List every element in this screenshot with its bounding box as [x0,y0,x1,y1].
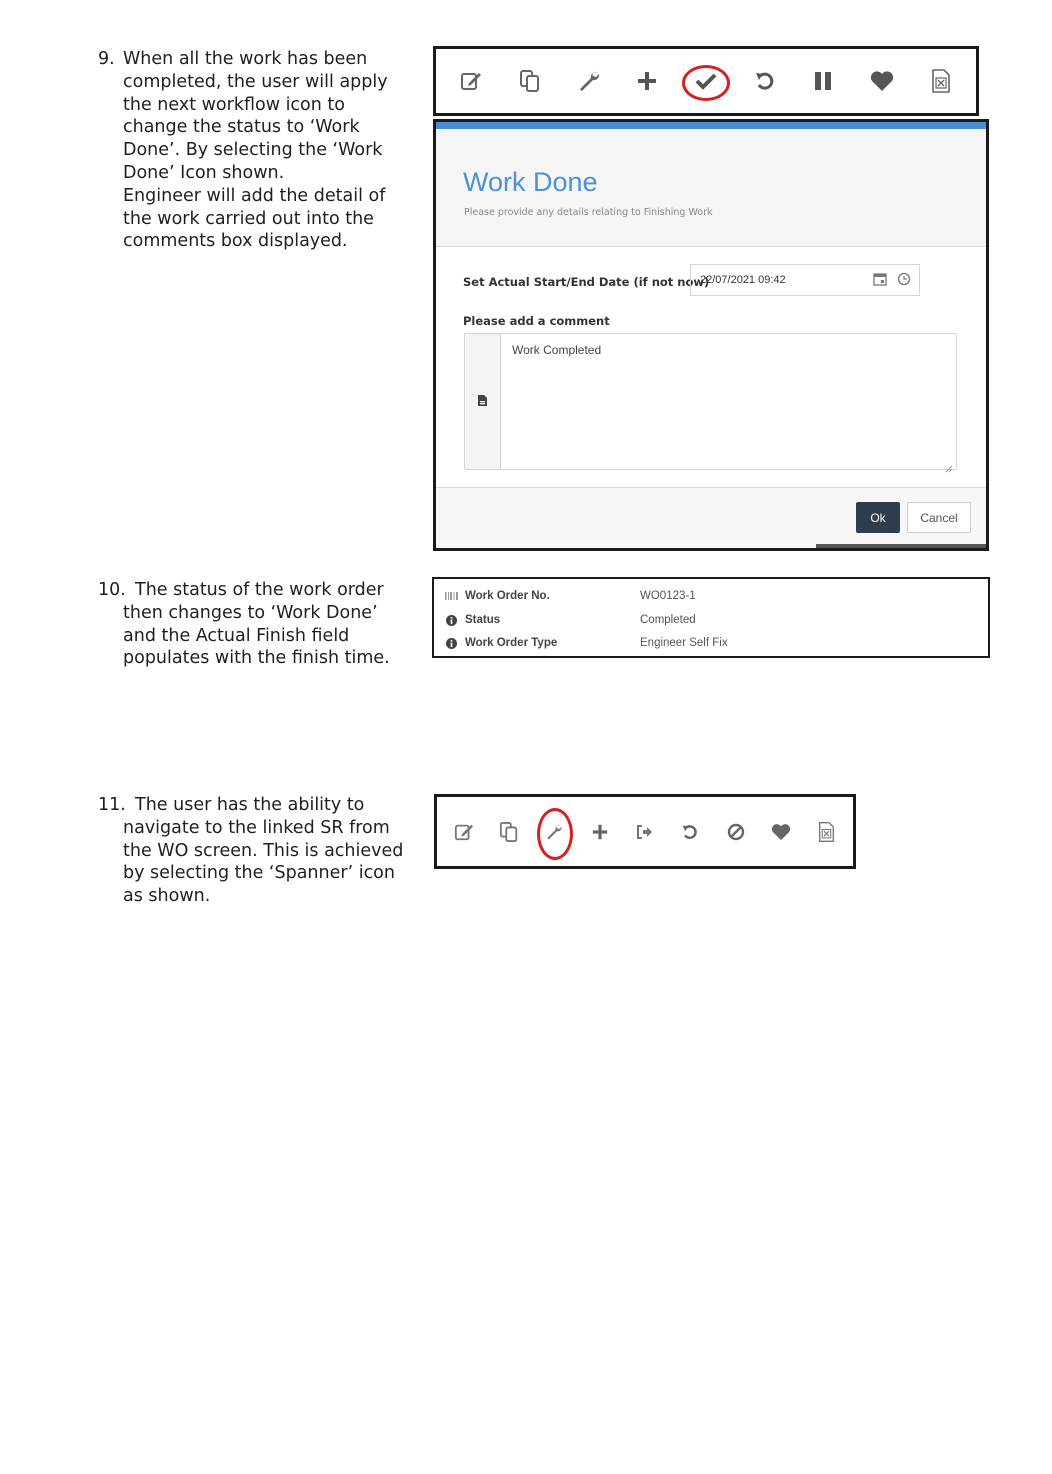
work-order-toolbar [434,794,856,869]
edit-icon[interactable] [447,815,481,849]
ban-icon[interactable] [719,815,753,849]
dialog-body [436,247,986,487]
step-11 [98,794,428,908]
detail-label: Work Order Type [465,637,558,649]
highlight-circle [537,808,573,860]
step-line: When all the work has been [123,49,368,69]
work-done-dialog [433,119,989,551]
date-label: Set Actual Start/End Date (if not now) [463,275,710,289]
step-line: the work carried out into the [123,208,374,229]
heart-icon[interactable] [865,64,899,98]
date-input[interactable] [691,273,852,287]
step-10 [98,579,428,670]
step-line: The user has the ability to [135,795,365,815]
file-icon [477,392,488,411]
step-number: 9. [98,49,115,69]
step-9 [98,48,428,253]
step-line: as shown. [123,886,211,907]
plus-icon[interactable] [583,815,617,849]
comment-addon [465,334,501,469]
step-line: populates with the finish time. [123,648,390,669]
cancel-button[interactable]: Cancel [907,502,971,533]
step-line: navigate to the linked SR from [123,817,390,838]
resize-handle[interactable] [945,458,953,466]
comment-textarea[interactable] [501,334,956,469]
step-line: and the Actual Finish field [123,625,350,646]
step-line: change the status to ‘Work [123,117,360,138]
dialog-accent-bar [436,122,986,129]
info-icon [444,638,458,649]
clock-icon[interactable] [897,271,911,290]
detail-value: Engineer Self Fix [640,637,728,649]
step-text [123,579,428,670]
dialog-subtitle: Please provide any details relating to Finishing Work [464,207,713,218]
step-line: Done’ Icon shown. [123,162,285,183]
detail-row [434,633,988,653]
excel-export-icon[interactable] [809,815,843,849]
wrench-icon[interactable] [572,64,606,98]
highlight-circle [682,65,730,101]
wrench-icon[interactable] [537,815,571,849]
step-number: 10. [98,580,126,600]
step-line: The status of the work order [135,580,384,600]
comment-field [464,333,957,470]
detail-row [434,610,988,630]
sign-out-icon[interactable] [628,815,662,849]
dialog-title: Work Done [463,167,598,197]
detail-label: Status [465,614,501,626]
step-number: 11. [98,795,126,815]
copy-icon[interactable] [492,815,526,849]
dialog-footer [436,487,986,551]
step-line: Done’. By selecting the ‘Work [123,140,383,161]
undo-icon[interactable] [748,64,782,98]
barcode-icon [444,592,458,600]
work-order-details [432,577,990,658]
info-icon [444,615,458,626]
step-line: comments box displayed. [123,231,348,252]
plus-icon[interactable] [630,64,664,98]
ok-button[interactable]: Ok [856,502,900,533]
step-line: Engineer will add the detail of [123,185,386,206]
edit-icon[interactable] [454,64,488,98]
step-line: completed, the user will apply [123,71,388,92]
copy-icon[interactable] [513,64,547,98]
comment-label: Please add a comment [463,314,610,328]
detail-value: WO0123-1 [640,590,696,602]
cropped-edge [816,544,989,548]
detail-value: Completed [640,614,696,626]
step-line: the next workflow icon to [123,94,345,115]
excel-export-icon[interactable] [924,64,958,98]
detail-label: Work Order No. [465,590,550,602]
dialog-header [436,129,986,247]
step-text [123,48,428,253]
step-line: then changes to ‘Work Done’ [123,602,378,623]
step-line: the WO screen. This is achieved [123,840,404,861]
detail-row [434,586,988,606]
heart-icon[interactable] [764,815,798,849]
step-line: by selecting the ‘Spanner’ icon [123,863,395,884]
undo-icon[interactable] [673,815,707,849]
date-picker [690,264,920,296]
calendar-icon[interactable] [873,271,887,290]
pause-icon[interactable] [806,64,840,98]
workflow-toolbar [433,46,979,116]
check-icon[interactable] [689,64,723,98]
step-text [123,794,428,908]
